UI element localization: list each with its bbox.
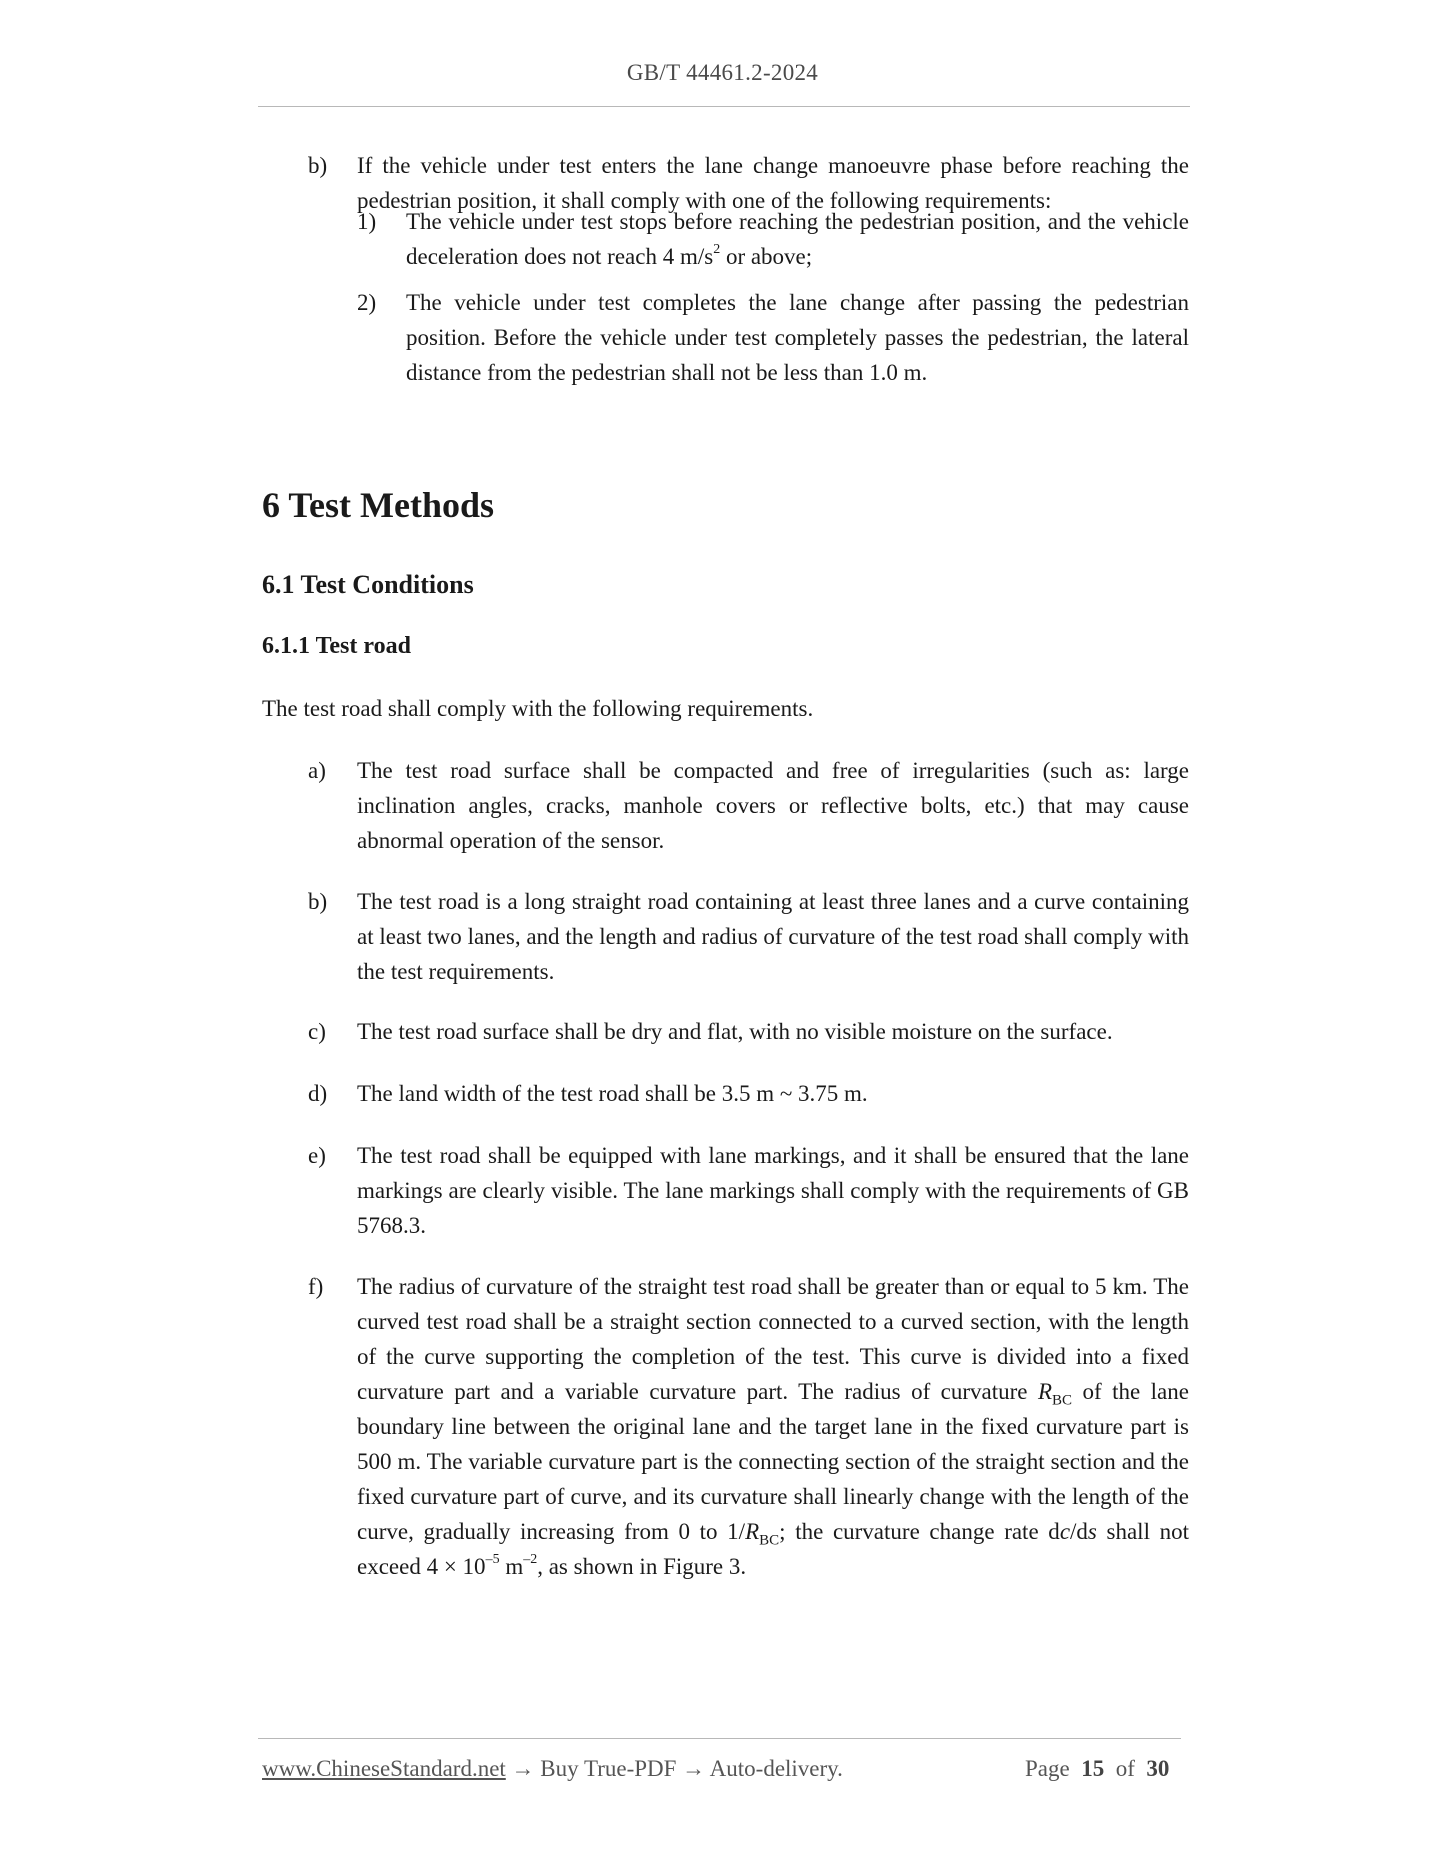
road-label-e: e) <box>308 1143 326 1168</box>
road-label-d: d) <box>308 1081 328 1106</box>
road-label-f: f) <box>308 1274 324 1299</box>
road-label-b: b) <box>308 889 328 914</box>
road-item-f: The radius of curvature of the straight test road shall be greater than or equal to 5 km. The curved test road shall be a straight section connected to a curved section, with the length of the curve supporting the completion of the test. This curve is divided into a fixed curvature part and a variable curvature part. The radius of curvature $R_{BC}$ of the lane boundary line between the original lane and the target lane in the fixed curvature part is 500 m. The variable curvature part is the connecting section of the straight section and the fixed curvature part of curve, and its curvature shall linearly change with the length of the curve, gradually increasing from 0 to $1/R_{BC}$; the curvature change rate dc/ds shall not exceed $4 \times 10^{-5}$ $m^{-2}$, as shown in Figure 3. <box>357 1274 1189 1579</box>
document-code-header: GB/T 44461.2-2024 <box>626 60 819 85</box>
page-indicator: Page 15 of 30 <box>1025 1756 1170 1781</box>
road-item-c: The test road surface shall be dry and flat, with no visible moisture on the surface. <box>357 1019 1113 1044</box>
total-pages-number: 30 <box>1146 1756 1170 1781</box>
road-item-b: The test road is a long straight road containing at least three lanes and a curve containing at least two lanes, and the length and radius of curvature of the test road shall comply with the test requirements. <box>357 889 1189 984</box>
sublist-label-2: 2) <box>357 290 377 315</box>
list-label-b: b) <box>308 153 328 178</box>
road-item-d: The land width of the test road shall be 3.5 m ~ 3.75 m. <box>357 1081 868 1106</box>
footer-divider <box>258 1738 1181 1739</box>
road-item-a: The test road surface shall be compacted and free of irregularities (such as: large inclination angles, cracks, manhole covers or reflective bolts, etc.) that may cause abnormal operation of the sensor. <box>357 758 1189 853</box>
footer-promo: www.ChineseStandard.net → Buy True-PDF → Auto-delivery. <box>262 1756 843 1781</box>
website-link[interactable]: www.ChineseStandard.net <box>262 1756 506 1781</box>
header-divider <box>258 106 1190 107</box>
current-page-number: 15 <box>1081 1756 1105 1781</box>
road-label-a: a) <box>308 758 326 783</box>
section-heading-6: 6 Test Methods <box>262 485 495 525</box>
subsection-heading-6-1: 6.1 Test Conditions <box>262 570 474 599</box>
sublist-label-1: 1) <box>357 209 377 234</box>
sublist-item-1: The vehicle under test stops before reaching the pedestrian position, and the vehicle deceleration does not reach 4 $m/s^2$ or above; <box>406 209 1189 269</box>
road-item-e: The test road shall be equipped with lane markings, and it shall be ensured that the lane markings are clearly visible. The lane markings shall comply with the requirements of GB 5768.3. <box>357 1143 1189 1238</box>
road-label-c: c) <box>308 1019 326 1044</box>
subsection-heading-6-1-1: 6.1.1 Test road <box>262 633 411 659</box>
intro-paragraph: The test road shall comply with the following requirements. <box>262 696 814 721</box>
sublist-item-2: The vehicle under test completes the lane change after passing the pedestrian position. Before the vehicle under test completely passes the pedestrian, the lateral distance from the pedestrian shall not be less than 1.0 m. <box>406 290 1189 385</box>
list-item-b-lane-change: If the vehicle under test enters the lane change manoeuvre phase before reaching the pedestrian position, it shall comply with one of the following requirements: <box>357 153 1189 213</box>
